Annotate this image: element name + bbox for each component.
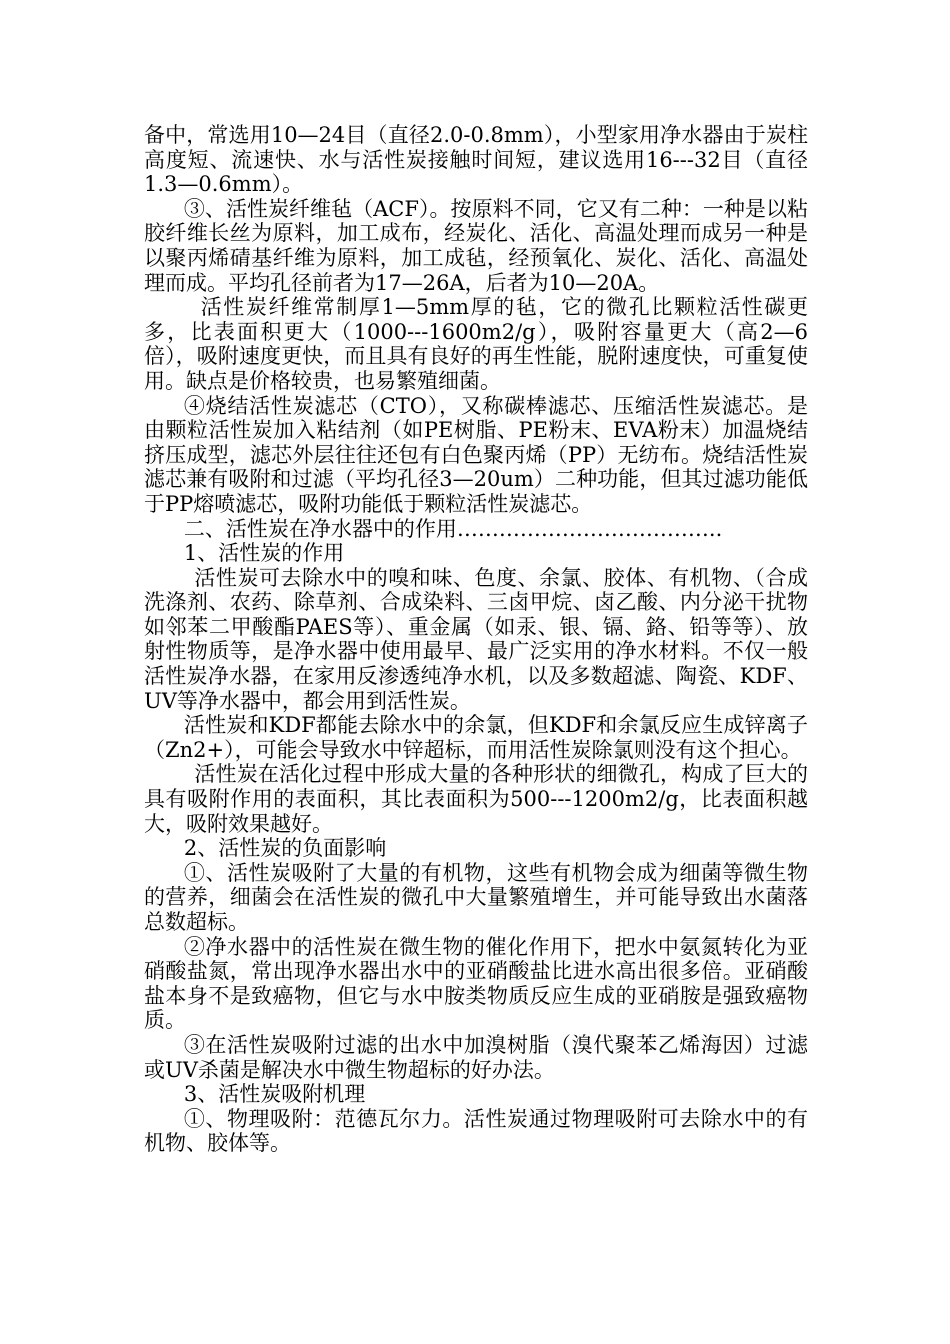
paragraph-acf-properties: 活性炭纤维常制厚1—5mm厚的毡，它的微孔比颗粒活性碳更多，比表面积更大（1000---1600m2/g），吸附容量更大（高2—6倍），吸附速度更快，而且具有良好的再生性能，脱附速度快，可重复使用。缺点是价格较贵，也易繁殖细菌。 xyxy=(144,295,808,393)
paragraph-cto: ④烧结活性炭滤芯（CTO），又称碳棒滤芯、压缩活性炭滤芯。是由颗粒活性炭加入粘结剂（如PE树脂、PE粉末、EVA粉末）加温烧结挤压成型，滤芯外层往往还包有白色聚丙烯（PP）无纺布。烧结活性炭滤芯兼有吸附和过滤（平均孔径3—20um）二种功能，但其过滤功能低于PP熔喷滤芯，吸附功能低于颗粒活性炭滤芯。 xyxy=(144,393,808,516)
paragraph-mesh-size: 备中，常选用10—24目（直径2.0-0.8mm），小型家用净水器由于炭柱高度短、流速快、水与活性炭接触时间短，建议选用16---32目（直径1.3—0.6mm）。 xyxy=(144,123,808,197)
paragraph-surface-area: 活性炭在活化过程中形成大量的各种形状的细微孔，构成了巨大的具有吸附作用的表面积，其比表面积为500---1200m2/g，比表面积越大，吸附效果越好。 xyxy=(144,762,808,836)
paragraph-kdf: 活性炭和KDF都能去除水中的余氯，但KDF和余氯反应生成锌离子（Zn2+），可能会导致水中锌超标，而用活性炭除氯则没有这个担心。 xyxy=(144,713,808,762)
heading-negative-effects: 2、活性炭的负面影响 xyxy=(183,836,387,861)
document-page xyxy=(144,123,808,1156)
heading-mechanism: 3、活性炭吸附机理 xyxy=(183,1082,366,1107)
paragraph-physical-adsorption: ①、物理吸附：范德瓦尔力。活性炭通过物理吸附可去除水中的有机物、胶体等。 xyxy=(144,1106,808,1156)
paragraph-nitrite: ②净水器中的活性炭在微生物的催化作用下，把水中氨氮转化为亚硝酸盐氮，常出现净水器出水中的亚硝酸盐比进水高出很多倍。亚硝酸盐本身不是致癌物，但它与水中胺类物质反应生成的亚硝胺是强致癌物质。 xyxy=(144,934,808,1033)
paragraph-solution: ③在活性炭吸附过滤的出水中加溴树脂（溴代聚苯乙烯海因）过滤或UV杀菌是解决水中微生物超标的好办法。 xyxy=(144,1032,808,1082)
paragraph-removal: 活性炭可去除水中的嗅和味、色度、余氯、胶体、有机物、（合成洗涤剂、农药、除草剂、合成染料、三卤甲烷、卤乙酸、内分泌干扰物如邻苯二甲酸酯PAES等）、重金属（如汞、银、镉、鉻、铅等等）、放射性物质等，是净水器中使用最早、最广泛实用的净水材料。不仅一般活性炭净水器，在家用反渗透纯净水机，以及多数超滤、陶瓷、KDF、UV等净水器中，都会用到活性炭。 xyxy=(144,565,808,713)
heading-role: 1、活性炭的作用 xyxy=(183,541,345,566)
paragraph-bacteria: ①、活性炭吸附了大量的有机物，这些有机物会成为细菌等微生物的营养，细菌会在活性炭的微孔中大量繁殖增生，并可能导致出水菌落总数超标。 xyxy=(144,860,808,934)
heading-section-2: 二、活性炭在净水器中的作用……………………………….. xyxy=(183,516,723,541)
paragraph-acf: ③、活性炭纤维毡（ACF）。按原料不同，它又有二种：一种是以粘胶纤维长丝为原料，加工成布，经炭化、活化、高温处理而成另一种是以聚丙烯碃基纤维为原料，加工成毡，经预氧化、炭化、活化、高温处理而成。平均孔径前者为17—26A，后者为10—20A。 xyxy=(144,196,808,295)
